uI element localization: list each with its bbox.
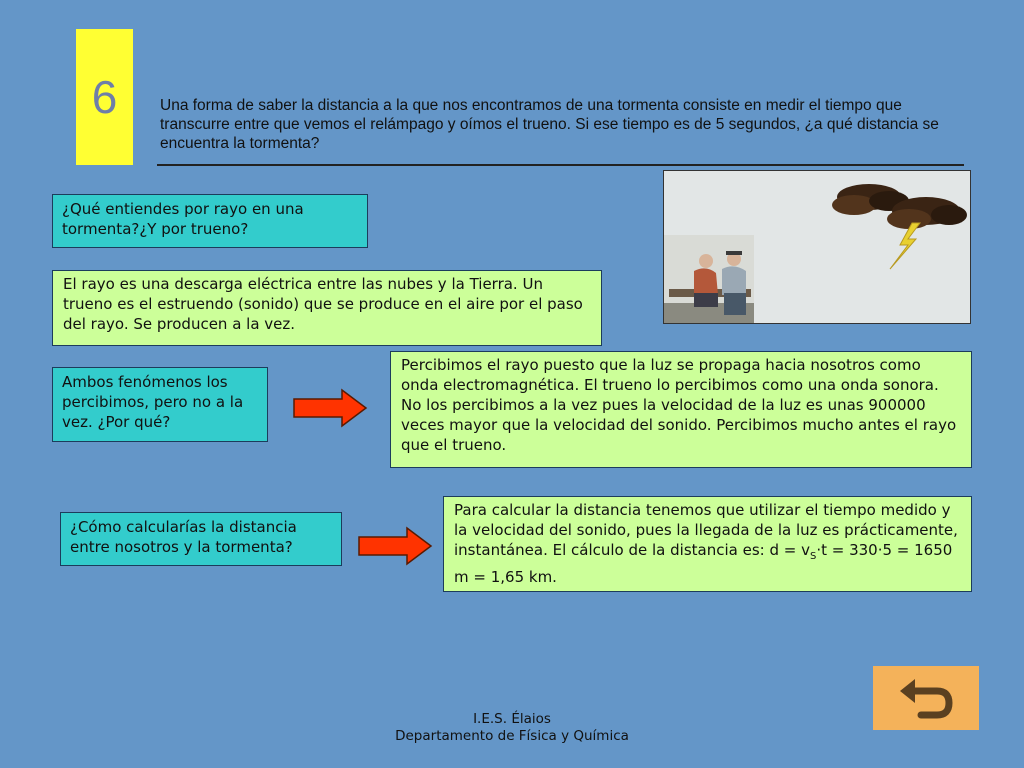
storm-illustration [663,170,971,324]
intro-text: Una forma de saber la distancia a la que nos encontramos de una tormenta consiste en medir el tiempo que transcurre entre que vemos el relámpago y oímos el trueno. Si ese tiempo es de 5 segundos, ¿a qué distancia se encuentra la tormenta? [160,97,939,152]
footer-department: Departamento de Física y Química [395,728,629,744]
answer-box-2: Percibimos el rayo puesto que la luz se propaga hacia nosotros como onda electromagnética. El trueno lo percibimos como una onda sonora. No los percibimos a la vez pues la velocidad de la luz es unas 900000 veces mayor que la velocidad del sonido. Percibimos mucho antes el rayo que el trueno. [390,351,972,468]
answer-box-1: El rayo es una descarga eléctrica entre las nubes y la Tierra. Un trueno es el estruendo (sonido) que se produce en el aire por el paso del rayo. Se producen a la vez. [52,270,602,346]
question-box-1: ¿Qué entiendes por rayo en una tormenta?¿Y por trueno? [52,194,368,248]
footer [0,711,1024,745]
title-divider [157,164,964,166]
footer-school: I.E.S. Élaios [473,711,551,727]
slide-number [76,29,133,165]
question-box-2: Ambos fenómenos los percibimos, pero no a la vez. ¿Por qué? [52,367,268,442]
answer-box-3 [443,496,972,592]
answer-3-text: Para calcular la distancia tenemos que utilizar el tiempo medido y la velocidad del sonido, pues la llegada de la luz es prácticamente, instantánea. El cálculo de la distancia es: d = v [454,501,958,559]
right-arrow-icon [357,526,433,566]
question-box-3: ¿Cómo calcularías la distancia entre nosotros y la tormenta? [60,512,342,566]
slide-number-text: 6 [91,71,118,123]
right-arrow-icon [292,388,368,428]
answer-3-subscript: S [809,551,817,562]
answer-3-result: ·t = 330·5 = 1650 m = 1,65 km. [454,541,953,586]
storm-clouds-lightning-people-icon [664,171,971,324]
